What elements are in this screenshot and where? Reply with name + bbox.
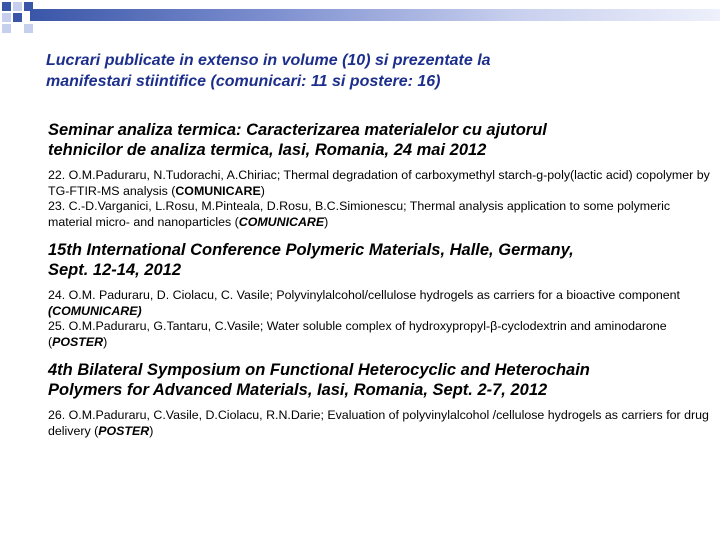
entry-close: ) [103,334,108,349]
entry-text: 26. O.M.Paduraru, C.Vasile, D.Ciolacu, R.N.Darie; Evaluation of polyvinylalcohol /cellulose hydrogels as carriers for drug delivery ( [48,408,709,438]
section-heading [48,240,712,280]
header-gradient-bar [30,9,720,21]
entry-type: COMUNICARE [175,183,261,198]
decor-square [2,2,11,11]
slide-title [46,50,686,92]
publication-entry [48,168,712,199]
section-heading-line2: Sept. 12-14, 2012 [48,261,181,279]
decor-square [24,24,33,33]
content [48,120,712,449]
section-bilateral-symposium [48,360,712,439]
section-heading-line1: 4th Bilateral Symposium on Functional Heterocyclic and Heterochain [48,361,590,379]
entry-text: 25. O.M.Paduraru, G.Tantaru, C.Vasile; Water soluble complex of hydroxypropyl-β-cyclodextrin and aminodarone ( [48,319,667,349]
publication-entry [48,288,712,319]
section-heading [48,120,712,160]
section-heading-line1: 15th International Conference Polymeric Materials, Halle, Germany, [48,241,574,259]
entry-text: 22. O.M.Paduraru, N.Tudorachi, A.Chiriac; Thermal degradation of carboxymethyl starch-g-poly(lactic acid) copolymer by TG-FTIR-MS analysis ( [48,168,710,198]
section-heading-line2: tehnicilor de analiza termica, Iasi, Romania, 24 mai 2012 [48,141,487,159]
entry-type: POSTER [98,423,150,438]
entry-text: 23. C.-D.Varganici, L.Rosu, M.Pinteala, D.Rosu, B.C.Simionescu; Thermal analysis application to some polymeric material micro- and nanoparticles ( [48,199,671,229]
decor-square [24,2,33,11]
publication-entry [48,319,712,350]
decor-square [13,13,22,22]
slide-title-line2: manifestari stiintifice (comunicari: 11 si postere: 16) [46,73,441,90]
section-heading-line2: Polymers for Advanced Materials, Iasi, Romania, Sept. 2-7, 2012 [48,381,548,399]
decor-square [2,13,11,22]
entry-type: POSTER [52,334,104,349]
entry-close: ) [149,423,154,438]
decor-square [13,2,22,11]
entry-close: ) [324,214,329,229]
header-decoration [0,0,720,36]
section-heading [48,360,712,400]
slide-title-line1: Lucrari publicate in extenso in volume (10) si prezentate la [46,52,491,69]
section-halle [48,240,712,350]
entry-type: COMUNICARE [238,214,325,229]
decor-square [2,24,11,33]
publication-entry [48,199,712,230]
entry-type: (COMUNICARE) [48,303,142,318]
publication-entry [48,408,712,439]
section-heading-line1: Seminar analiza termica: Caracterizarea materialelor cu ajutorul [48,121,547,139]
entry-text: 24. O.M. Paduraru, D. Ciolacu, C. Vasile; Polyvinylalcohol/cellulose hydrogels as carriers for a bioactive component [48,288,680,302]
section-seminar [48,120,712,230]
entry-close: ) [260,183,265,198]
